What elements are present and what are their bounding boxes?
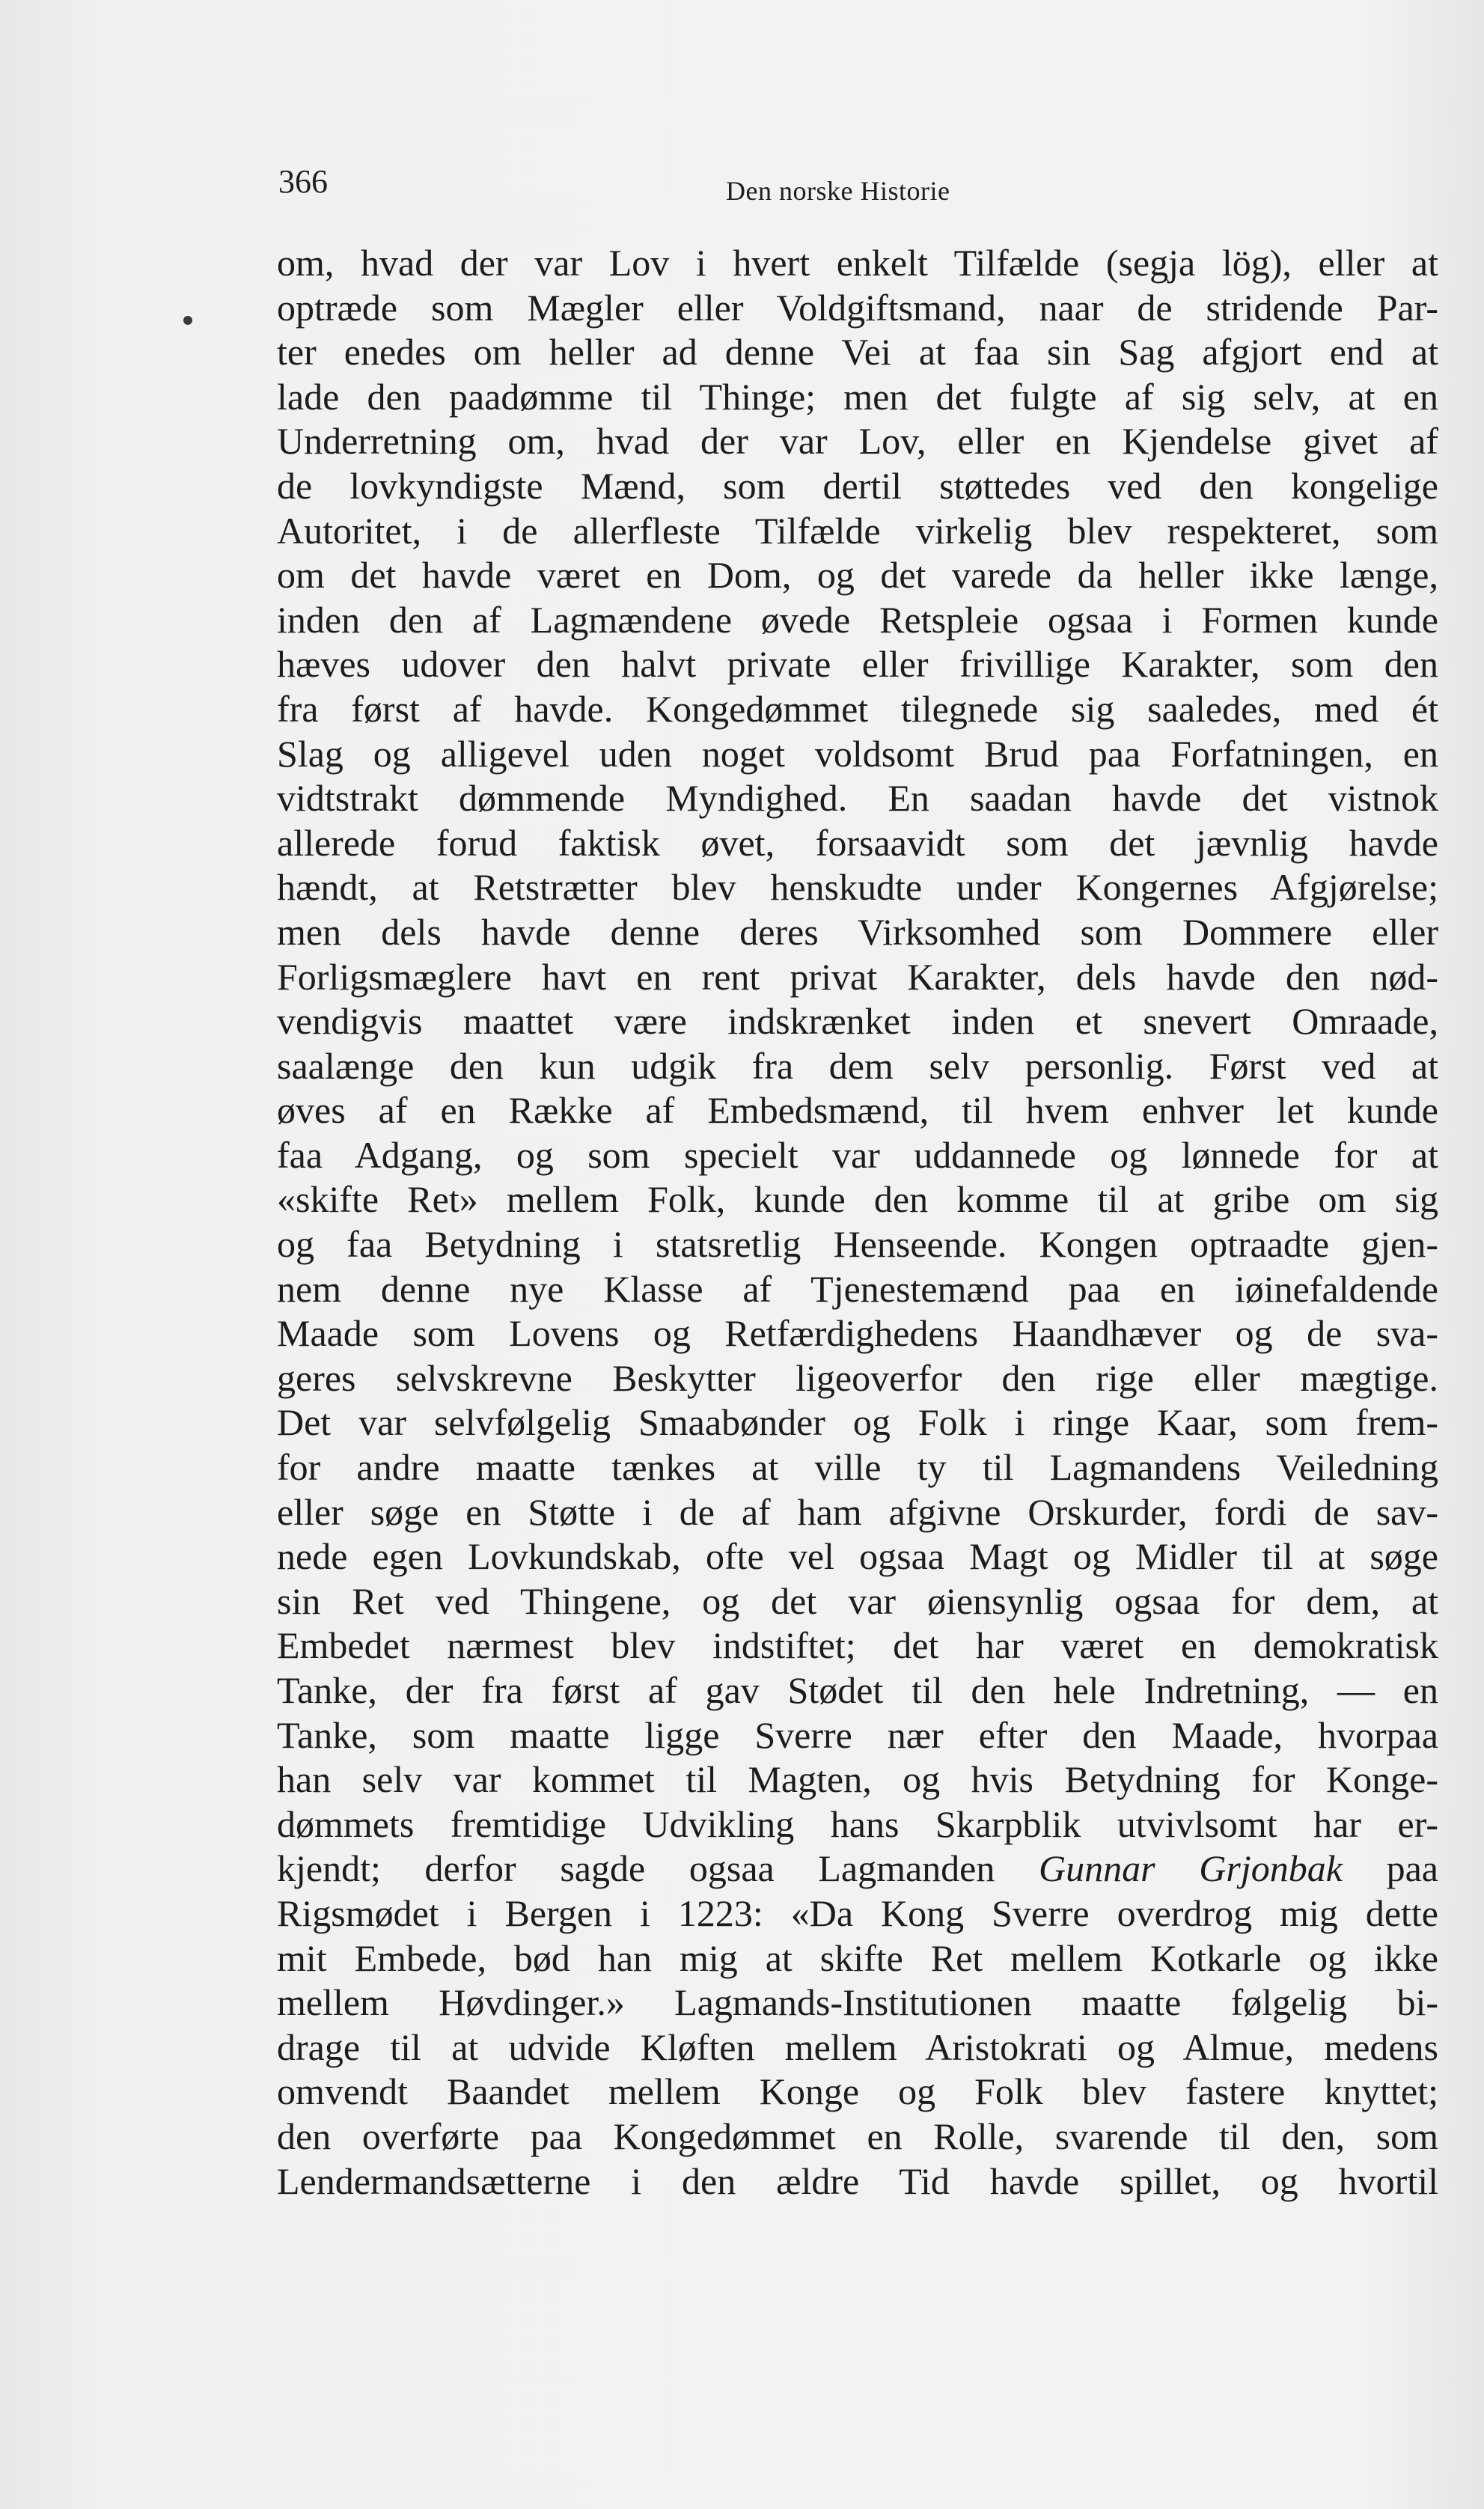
text-line: om, hvad der var Lov i hvert enkelt Tilfælde (segja lög), eller at <box>277 242 1438 284</box>
text-line: kjendt; derfor sagde ogsaa Lagmanden Gunnar Grjonbak paa <box>277 1847 1438 1890</box>
text-line: Slag og alligevel uden noget voldsomt Brud paa Forfatningen, en <box>277 732 1438 775</box>
text-line: Lendermandsætterne i den ældre Tid havde spillet, og hvortil <box>277 2159 1438 2202</box>
text-line: lade den paadømme til Thinge; men det fulgte af sig selv, at en <box>277 375 1438 418</box>
text-line: faa Adgang, og som specielt var uddannede og lønnede for at <box>277 1133 1438 1176</box>
text-line: men dels havde denne deres Virksomhed som Dommere eller <box>277 910 1438 953</box>
text-line: eller søge en Støtte i de af ham afgivne Orskurder, fordi de sav- <box>277 1490 1438 1533</box>
text-line: Forligsmæglere havt en rent privat Karakter, dels havde den nød- <box>277 955 1438 998</box>
text-line: Underretning om, hvad der var Lov, eller en Kjendelse givet af <box>277 420 1438 463</box>
running-title: Den norske Historie <box>726 176 950 206</box>
page-header <box>278 156 1438 208</box>
text-line: Tanke, der fra først af gav Stødet til den hele Indretning, — en <box>277 1669 1438 1711</box>
text-line: nede egen Lovkundskab, ofte vel ogsaa Magt og Midler til at søge <box>277 1535 1438 1578</box>
text-line: Det var selvfølgelig Smaabønder og Folk i ringe Kaar, som frem- <box>277 1401 1438 1444</box>
text-line: Embedet nærmest blev indstiftet; det har været en demokratisk <box>277 1624 1438 1667</box>
text-line: Autoritet, i de allerfleste Tilfælde virkelig blev respekteret, som <box>277 509 1438 552</box>
text-line: og faa Betydning i statsretlig Henseende. Kongen optraadte gjen- <box>277 1223 1438 1266</box>
text-line: optræde som Mægler eller Voldgiftsmand, naar de stridende Par- <box>277 286 1438 329</box>
italic-name: Gunnar Grjonbak <box>1039 1847 1343 1890</box>
text-line: de lovkyndigste Mænd, som dertil støttedes ved den kongelige <box>277 464 1438 507</box>
text-line: dømmets fremtidige Udvikling hans Skarpblik utvivlsomt har er- <box>277 1802 1438 1845</box>
text-line: geres selvskrevne Beskytter ligeoverfor den rige eller mægtige. <box>277 1356 1438 1399</box>
text-line: øves af en Række af Embedsmænd, til hvem enhver let kunde <box>277 1089 1438 1132</box>
text-line: Maade som Lovens og Retfærdighedens Haandhæver og de sva- <box>277 1312 1438 1355</box>
ink-speck <box>183 316 192 325</box>
text-line: han selv var kommet til Magten, og hvis Betydning for Konge- <box>277 1758 1438 1801</box>
text-line: inden den af Lagmændene øvede Retspleie ogsaa i Formen kunde <box>277 598 1438 641</box>
text-line: saalænge den kun udgik fra dem selv personlig. Først ved at <box>277 1044 1438 1087</box>
text-line: hændt, at Retstrætter blev henskudte under Kongernes Afgjørelse; <box>277 866 1438 909</box>
text-line: ter enedes om heller ad denne Vei at faa sin Sag afgjort end at <box>277 331 1438 374</box>
text-line: omvendt Baandet mellem Konge og Folk blev fastere knyttet; <box>277 2070 1438 2113</box>
text-line: hæves udover den halvt private eller frivillige Karakter, som den <box>277 643 1438 686</box>
text-line: for andre maatte tænkes at ville ty til Lagmandens Veiledning <box>277 1446 1438 1489</box>
body-text <box>277 241 1438 2204</box>
text-line: Rigsmødet i Bergen i 1223: «Da Kong Sverre overdrog mig dette <box>277 1891 1438 1934</box>
text-line: Tanke, som maatte ligge Sverre nær efter den Maade, hvorpaa <box>277 1713 1438 1756</box>
text-line: vendigvis maattet være indskrænket inden et snevert Omraade, <box>277 1000 1438 1043</box>
text-line: mit Embede, bød han mig at skifte Ret mellem Kotkarle og ikke <box>277 1936 1438 1979</box>
text-line: om det havde været en Dom, og det varede da heller ikke længe, <box>277 554 1438 597</box>
text-line: den overførte paa Kongedømmet en Rolle, svarende til den, som <box>277 2115 1438 2157</box>
text-line: mellem Høvdinger.» Lagmands-Institutionen maatte følgelig bi- <box>277 1981 1438 2024</box>
page-number: 366 <box>278 163 328 200</box>
text-line: allerede forud faktisk øvet, forsaavidt som det jævnlig havde <box>277 821 1438 864</box>
text-line: fra først af havde. Kongedømmet tilegnede sig saaledes, med ét <box>277 687 1438 730</box>
text-line: vidtstrakt dømmende Myndighed. En saadan havde det vistnok <box>277 777 1438 820</box>
text-line: nem denne nye Klasse af Tjenestemænd paa en iøinefaldende <box>277 1267 1438 1310</box>
text-line: sin Ret ved Thingene, og det var øiensynlig ogsaa for dem, at <box>277 1579 1438 1622</box>
text-line: «skifte Ret» mellem Folk, kunde den komme til at gribe om sig <box>277 1178 1438 1221</box>
text-line: drage til at udvide Kløften mellem Aristokrati og Almue, medens <box>277 2025 1438 2068</box>
